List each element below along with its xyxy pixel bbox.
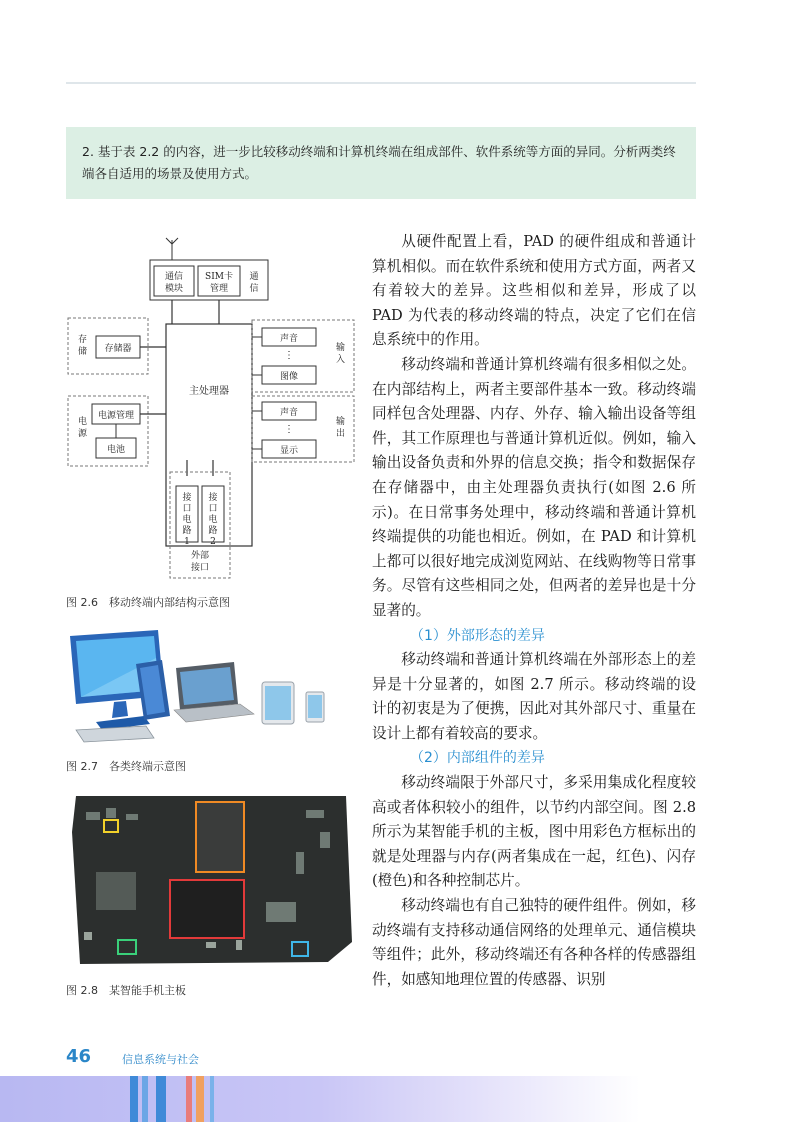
input-group-label: 输入 bbox=[336, 343, 346, 365]
image-label: 图像 bbox=[279, 372, 299, 382]
comm-group-label: 通信 bbox=[249, 272, 259, 294]
footer-stripe bbox=[210, 1076, 214, 1122]
memory-label: 存储器 bbox=[104, 344, 132, 354]
figure-2-6-diagram bbox=[66, 232, 356, 584]
sim-label: SIM卡管理 bbox=[205, 272, 233, 294]
figure-2-8-motherboard bbox=[66, 792, 356, 968]
paragraph-1: 从硬件配置上看，PAD 的硬件组成和普通计算机相似。而在软件系统和使用方式方面，两者又有着较大的差异。这些相似和差异，形成了以 PAD 为代表的移动终端的特点，决定了它们在信息系统中的作用。 bbox=[372, 233, 696, 349]
figure-2-7-terminals bbox=[66, 628, 356, 746]
top-rule bbox=[66, 82, 696, 84]
tablet-icon bbox=[262, 682, 294, 724]
task-text: 2. 基于表 2.2 的内容，进一步比较移动终端和计算机终端在组成部件、软件系统等方面的异同。分析两类终端各自适用的场景及使用方式。 bbox=[82, 144, 676, 181]
battery-label: 电池 bbox=[106, 445, 126, 455]
output-group-label: 输出 bbox=[336, 417, 346, 439]
ext-interface-label: 外部接口 bbox=[190, 551, 210, 573]
body-column bbox=[372, 230, 696, 992]
tower-icon bbox=[136, 660, 170, 720]
cpu-label: 主处理器 bbox=[189, 386, 229, 397]
phone-icon bbox=[306, 692, 324, 722]
power-mgmt-label: 电源管理 bbox=[97, 411, 135, 421]
paragraph-2: 移动终端和普通计算机终端有很多相似之处。在内部结构上，两者主要部件基本一致。移动终端同样包含处理器、内存、外存、输入输出设备等组件，其工作原理也与普通计算机近似。例如，输入输出设备负责和外界的信息交换；指令和数据保存在存储器中，由主处理器负责执行(如图 2.6 所示)。在日常事务处理中，移动终端和普通计算机终端提供的功能也相近。例如，在 PAD 和计算机上都可以很好地完成浏览网站、在线购物等日常事务。尽管有这些相同之处，但两者的差异也是十分显著的。 bbox=[372, 355, 696, 619]
paragraph-3: 移动终端和普通计算机终端在外部形态上的差异是十分显著的，如图 2.7 所示。移动终端的设计的初衷是为了便携，因此对其外部尺寸、重量在设计上都有着较高的要求。 bbox=[372, 651, 696, 742]
footer-stripe bbox=[196, 1076, 204, 1122]
heading-external-form: （1）外部形态的差异 bbox=[410, 627, 545, 644]
footer-band bbox=[0, 1076, 800, 1122]
interface2-label: 接口电路 2 bbox=[208, 493, 218, 547]
sound-in-label: 声音 bbox=[279, 334, 299, 344]
storage-group-label: 存储 bbox=[78, 335, 88, 357]
input-dots: ⋮ bbox=[284, 350, 294, 361]
laptop-icon bbox=[174, 662, 254, 722]
comm-module-label: 通信模块 bbox=[164, 272, 184, 294]
display-label: 显示 bbox=[279, 446, 299, 456]
footer-stripe bbox=[142, 1076, 148, 1122]
page-number: 46 bbox=[66, 1046, 92, 1067]
footer-stripe bbox=[156, 1076, 166, 1122]
power-group-label: 电源 bbox=[78, 417, 88, 439]
interface1-label: 接口电路 1 bbox=[182, 493, 192, 547]
figure-2-7-caption: 图 2.7 各类终端示意图 bbox=[66, 760, 186, 773]
flash-chip-orange bbox=[196, 802, 244, 872]
paragraph-4: 移动终端限于外部尺寸，多采用集成化程度较高或者体积较小的组件，以节约内部空间。图 2.8 所示为某智能手机的主板，图中用彩色方框标出的就是处理器与内存(两者集成在一起，红色)、闪存(橙色)和各种控制芯片。 bbox=[372, 774, 696, 890]
task-box bbox=[66, 127, 696, 199]
heading-internal-components: （2）内部组件的差异 bbox=[410, 750, 545, 767]
footer-stripe bbox=[186, 1076, 192, 1122]
paragraph-5: 移动终端也有自己独特的硬件组件。例如，移动终端有支持移动通信网络的处理单元、通信模块等组件；此外，移动终端还有各种各样的传感器组件，如感知地理位置的传感器、识别 bbox=[372, 897, 696, 988]
sound-out-label: 声音 bbox=[279, 408, 299, 418]
figure-2-8-caption: 图 2.8 某智能手机主板 bbox=[66, 984, 186, 997]
keyboard-icon bbox=[76, 726, 154, 742]
footer-stripe bbox=[130, 1076, 138, 1122]
cpu-memory-chip-red bbox=[170, 880, 244, 938]
figure-2-6-caption: 图 2.6 移动终端内部结构示意图 bbox=[66, 596, 230, 609]
book-title: 信息系统与社会 bbox=[122, 1053, 199, 1066]
output-dots: ⋮ bbox=[284, 424, 294, 435]
